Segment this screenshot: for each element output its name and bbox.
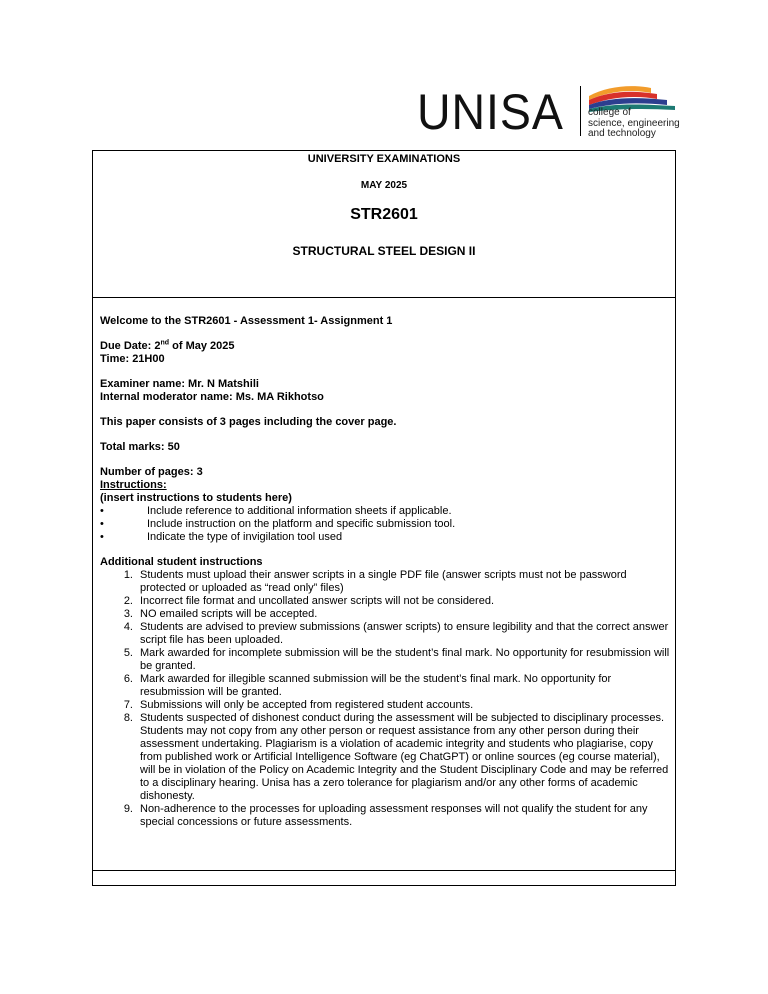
list-text: Mark awarded for incomplete submission will be the student’s final mark. No opportunity for resubmission will be granted. — [140, 647, 670, 672]
number-of-pages: Number of pages: 3 — [100, 466, 203, 478]
instructions-heading: Instructions: — [100, 479, 167, 491]
list-text: Students must upload their answer scripts in a single PDF file (answer scripts must not be password protected or uploaded as “read only” files) — [140, 569, 627, 594]
additional-instructions-list — [100, 569, 672, 829]
instruction-bullet — [100, 505, 672, 518]
list-text: Students are advised to preview submissions (answer scripts) to ensure legibility and that the correct answer script file has been uploaded. — [140, 621, 669, 646]
list-text: Mark awarded for illegible scanned submission will be the student’s final mark. No opportunity for resubmission will be granted. — [140, 673, 612, 698]
module-title: STRUCTURAL STEEL DESIGN II — [292, 244, 476, 258]
list-item — [100, 569, 672, 595]
pages-note: This paper consists of 3 pages including the cover page. — [100, 416, 397, 428]
list-item — [100, 673, 672, 699]
list-item — [100, 621, 672, 647]
list-item — [100, 647, 672, 673]
list-number: 1. — [123, 569, 133, 581]
list-number: 5. — [123, 647, 133, 659]
bullet-text: Include instruction on the platform and specific submission tool. — [147, 518, 456, 530]
list-number: 2. — [123, 595, 133, 607]
list-item — [100, 699, 672, 712]
logo-tagline — [588, 108, 680, 140]
due-date — [100, 340, 672, 353]
list-item — [100, 608, 672, 621]
bullet-icon: • — [100, 518, 104, 530]
bullet-text: Indicate the type of invigilation tool used — [147, 531, 343, 543]
due-time: Time: 21H00 — [100, 353, 165, 365]
bullet-icon: • — [100, 531, 104, 543]
logo-divider — [580, 86, 581, 136]
module-code: STR2601 — [350, 206, 418, 223]
header-divider — [92, 297, 676, 298]
cover-body — [100, 315, 672, 829]
list-number: 4. — [123, 621, 133, 633]
list-number: 7. — [123, 699, 133, 711]
welcome-line: Welcome to the STR2601 - Assessment 1- Assignment 1 — [100, 315, 393, 327]
list-item — [100, 712, 672, 803]
instructions-subheading: (insert instructions to students here) — [100, 492, 292, 504]
due-date-sup: nd — [160, 339, 170, 347]
logo-tagline-line: and technology — [588, 128, 656, 139]
instruction-bullet — [100, 531, 672, 544]
list-number: 3. — [123, 608, 133, 620]
due-date-prefix: Due Date: 2 — [100, 340, 161, 352]
list-number: 6. — [123, 673, 133, 685]
list-text: Non-adherence to the processes for uploading assessment responses will not qualify the student for any special concessions or future assessments. — [140, 803, 648, 828]
unisa-logo — [417, 84, 679, 140]
logo-wordmark: UNISA — [417, 84, 564, 140]
logo-tagline-line: science, engineering — [588, 117, 680, 129]
list-text: Students suspected of dishonest conduct during the assessment will be subjected to disciplinary processes. Students may not copy from any other person or request assistance from any other person during their assessment undertaking. Plagiarism is a violation of academic integrity and students who plagiarise, copy from published work or Artificial Intelligence Software (eg ChatGPT) or online sources (eg course material), will be in violation of the Policy on Academic Integrity and the Student Disciplinary Code and may be referred to a disciplinary hearing. Unisa has a zero tolerance for plagiarism and/or any other forms of academic dishonesty. — [140, 712, 669, 802]
list-text: NO emailed scripts will be accepted. — [140, 608, 318, 620]
footer-divider — [92, 870, 676, 871]
examiner-name: Examiner name: Mr. N Matshili — [100, 378, 259, 390]
list-item — [100, 803, 672, 829]
exam-session: MAY 2025 — [360, 180, 408, 191]
exam-heading: UNIVERSITY EXAMINATIONS — [307, 153, 461, 165]
additional-heading: Additional student instructions — [100, 556, 263, 568]
list-text: Incorrect file format and uncollated answer scripts will not be considered. — [140, 595, 495, 607]
list-number: 9. — [123, 803, 133, 815]
instruction-bullet — [100, 518, 672, 531]
moderator-name: Internal moderator name: Ms. MA Rikhotso — [100, 391, 324, 403]
due-date-suffix: of May 2025 — [169, 340, 235, 352]
list-item — [100, 595, 672, 608]
bullet-text: Include reference to additional information sheets if applicable. — [147, 505, 452, 517]
bullet-icon: • — [100, 505, 104, 517]
list-text: Submissions will only be accepted from registered student accounts. — [140, 699, 474, 711]
list-number: 8. — [123, 712, 133, 724]
logo-tagline-line: college of — [588, 107, 631, 118]
total-marks: Total marks: 50 — [100, 441, 180, 453]
